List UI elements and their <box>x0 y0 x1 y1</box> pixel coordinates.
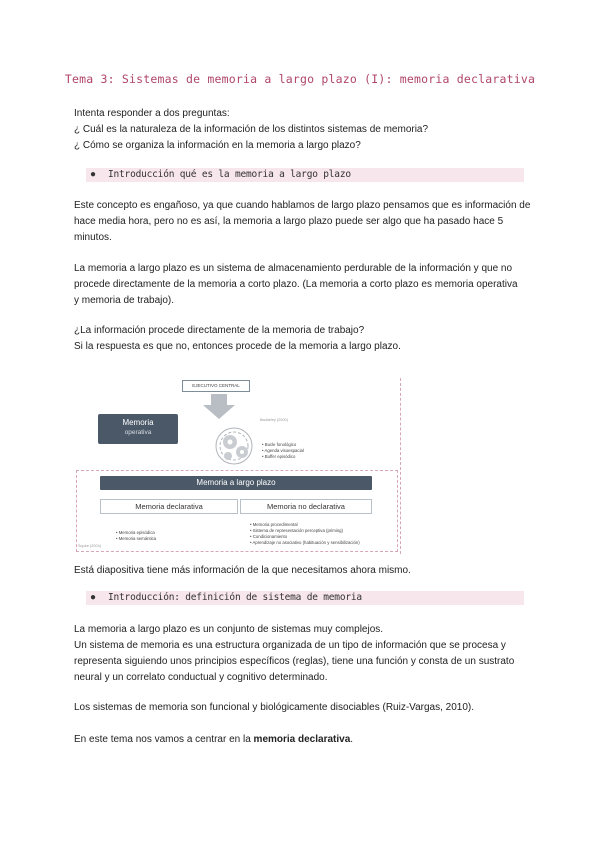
list-item: • Memoria semántica <box>116 536 157 541</box>
section-title: Introducción qué es la memoria a largo plazo <box>108 169 351 180</box>
section-title: Introducción: definición de sistema de memoria <box>108 592 362 603</box>
intro-paragraph <box>74 106 534 154</box>
source-label: Squire (2004) <box>78 544 102 548</box>
paragraph <box>74 732 534 748</box>
paragraph-line: representa siguiendo unos principios específicos (reglas), tiene una función y consta de un sustrato <box>74 656 515 667</box>
section-heading <box>86 168 524 182</box>
bullet-icon: ● <box>90 592 97 603</box>
paragraph-line: minutos. <box>74 232 112 243</box>
list-item: • Condicionamiento <box>250 534 288 539</box>
paragraph-line: En este tema nos vamos a centrar en la memoria declarativa. <box>74 734 354 745</box>
paragraph-line: neural y un correlato conductual y cognitivo determinado. <box>74 672 328 683</box>
section-heading <box>86 591 524 605</box>
paragraph <box>74 198 534 246</box>
emphasis-text: memoria declarativa <box>253 734 351 745</box>
paragraph-line: Este concepto es engañoso, ya que cuando hablamos de largo plazo pensamos que es información de <box>74 200 531 211</box>
paragraph-line: Si la respuesta es que no, entonces procede de la memoria a largo plazo. <box>74 341 401 352</box>
bullet-icon: ● <box>90 169 97 180</box>
gears-icon <box>212 420 266 472</box>
list-item: • Buffer episódico <box>262 454 296 459</box>
list-item: • Aprendizaje no asociativo (habituación y sensibilización) <box>250 540 360 545</box>
paragraph-line: La memoria a largo plazo es un sistema de almacenamiento perdurable de la información y que no <box>74 263 513 274</box>
declarative-memory-box: Memoria declarativa <box>100 499 238 514</box>
working-memory-box <box>98 414 178 444</box>
working-memory-title: Memoria <box>122 418 154 427</box>
paragraph-line: Un sistema de memoria es una estructura organizada de un tipo de información que se procesa y <box>74 640 506 651</box>
long-term-memory-box: Memoria a largo plazo <box>100 476 372 490</box>
component-list <box>262 442 304 460</box>
list-item: • Memoria procedimental <box>250 522 298 527</box>
paragraph-line: Está diapositiva tiene más información de la que necesitamos ahora mismo. <box>74 565 411 576</box>
paragraph-line: hace media hora, pero no es así, la memoria a largo plazo puede ser algo que ha pasado hace 5 <box>74 216 504 227</box>
paragraph <box>74 323 534 355</box>
paragraph <box>74 622 534 686</box>
down-arrow-icon <box>202 394 236 420</box>
paragraph <box>74 261 534 309</box>
intro-line: Intenta responder a dos preguntas: <box>74 108 230 119</box>
intro-question: ¿ Cómo se organiza la información en la memoria a largo plazo? <box>74 140 361 151</box>
declarative-list <box>116 530 156 542</box>
paragraph <box>74 700 534 716</box>
paragraph-line: procede directamente de la memoria a corto plazo. (La memoria a corto plazo es memoria operativa <box>74 279 518 290</box>
paragraph-line: y memoria de trabajo). <box>74 295 175 306</box>
intro-question: ¿ Cuál es la naturaleza de la información de los distintos sistemas de memoria? <box>74 124 429 135</box>
page-title: Tema 3: Sistemas de memoria a largo plazo (I): memoria declarativa <box>64 72 536 86</box>
paragraph-line: ¿La información procede directamente de la memoria de trabajo? <box>74 325 365 336</box>
list-item: • Sistema de representación perceptiva (priming) <box>250 528 343 533</box>
working-memory-subtitle: operativa <box>124 429 152 436</box>
nondeclarative-list <box>250 522 360 546</box>
executive-box: EJECUTIVO CENTRAL <box>182 380 250 392</box>
list-item: • Bucle fonológico <box>262 442 297 447</box>
paragraph <box>74 563 534 579</box>
paragraph-line: La memoria a largo plazo es un conjunto de sistemas muy complejos. <box>74 624 384 635</box>
nondeclarative-memory-box: Memoria no declarativa <box>240 499 372 514</box>
paragraph-line: Los sistemas de memoria son funcional y biológicamente disociables (Ruiz-Vargas, 2010). <box>74 702 475 713</box>
baddeley-label: Baddeley (2000) <box>260 418 288 422</box>
list-item: • Agenda visoespacial <box>262 448 304 453</box>
memory-diagram <box>74 378 404 554</box>
list-item: • Memoria episódica <box>116 530 155 535</box>
